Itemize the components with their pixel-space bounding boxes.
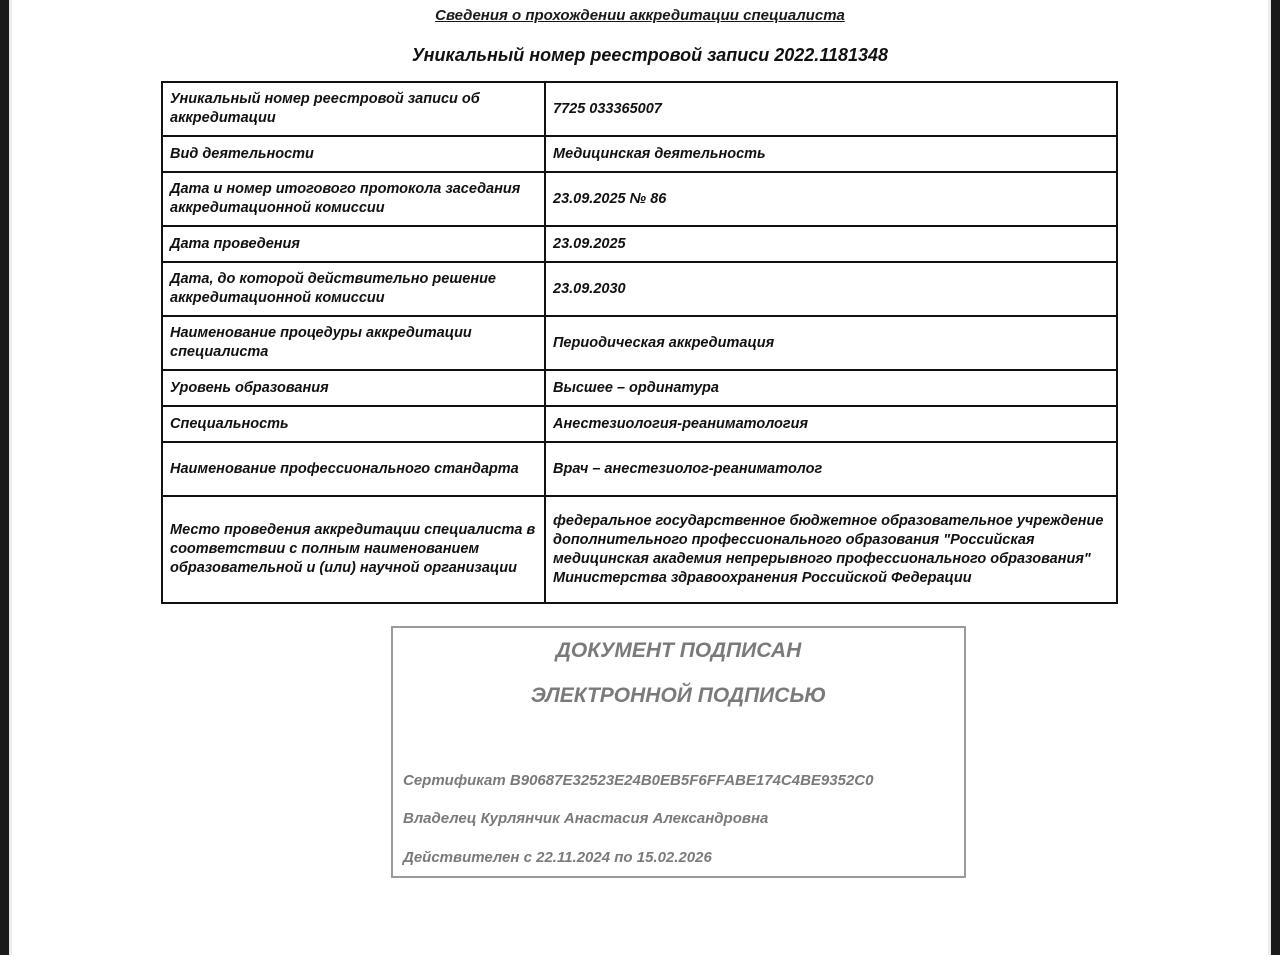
table-row: [162, 262, 1117, 316]
document-page: [9, 0, 1271, 955]
row-label: Дата и номер итогового протокола заседания аккредитационной комиссии: [162, 172, 545, 226]
row-value: Врач – анестезиолог-реаниматолог: [545, 442, 1117, 496]
signature-owner: Владелец Курлянчик Анастасия Александровна: [403, 810, 769, 827]
table-row: [162, 82, 1117, 136]
table-row: [162, 172, 1117, 226]
table-row: [162, 442, 1117, 496]
row-value: Медицинская деятельность: [545, 136, 1117, 172]
row-label: Наименование процедуры аккредитации специалиста: [162, 316, 545, 370]
document-heading: Сведения о прохождении аккредитации специалиста: [435, 7, 845, 24]
row-label: Дата проведения: [162, 226, 545, 262]
accreditation-info-table: [161, 81, 1118, 604]
document-title: Уникальный номер реестровой записи 2022.1181348: [411, 45, 889, 65]
row-value: 23.09.2025 № 86: [545, 172, 1117, 226]
electronic-signature-stamp: [391, 626, 966, 878]
row-label: Специальность: [162, 406, 545, 442]
signature-title-line2: ЭЛЕКТРОННОЙ ПОДПИСЬЮ: [530, 684, 827, 707]
table-row: [162, 406, 1117, 442]
signature-certificate: Сертификат B90687E32523E24B0EB5F6FFABE174C4BE9352C0: [403, 772, 874, 789]
row-label: Вид деятельности: [162, 136, 545, 172]
signature-title-line1: ДОКУМЕНТ ПОДПИСАН: [555, 639, 802, 662]
signature-validity: Действителен с 22.11.2024 по 15.02.2026: [403, 849, 712, 866]
row-value: 23.09.2030: [545, 262, 1117, 316]
table-row: [162, 496, 1117, 603]
table-row: [162, 136, 1117, 172]
table-row: [162, 370, 1117, 406]
row-value: Периодическая аккредитация: [545, 316, 1117, 370]
row-label: Уникальный номер реестровой записи об аккредитации: [162, 82, 545, 136]
row-label: Дата, до которой действительно решение аккредитационной комиссии: [162, 262, 545, 316]
table-row: [162, 226, 1117, 262]
row-value: 23.09.2025: [545, 226, 1117, 262]
row-label: Уровень образования: [162, 370, 545, 406]
row-label: Наименование профессионального стандарта: [162, 442, 545, 496]
row-value: 7725 033365007: [545, 82, 1117, 136]
row-value: федеральное государственное бюджетное образовательное учреждение дополнительного профессионального образования "Российская медицинская академия непрерывного профессионального образования" Министерства здравоохранения Российской Федерации: [545, 496, 1117, 603]
row-value: Анестезиология-реаниматология: [545, 406, 1117, 442]
row-label: Место проведения аккредитации специалиста в соответствии с полным наименованием образовательной и (или) научной организации: [162, 496, 545, 603]
row-value: Высшее – ординатура: [545, 370, 1117, 406]
table-row: [162, 316, 1117, 370]
